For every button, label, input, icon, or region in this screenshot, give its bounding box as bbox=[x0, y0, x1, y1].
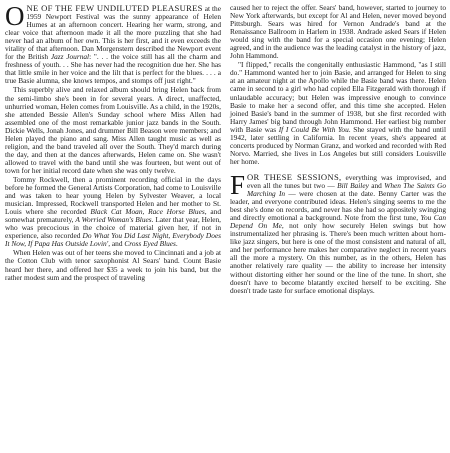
right-column bbox=[230, 4, 446, 453]
louisville-paragraph: This superbly alive and relaxed album should bring Helen back from the semi-limbo she's been in for several years. A direct, unaffected, unhurried woman, Helen comes from Louisville. As a child, in the 1920s, she attended Bessie Allen's Sunday school where Miss Allen had assembled one of the most remarkable junior jazz bands in the South. Dickie Wells, Jonah Jones, and drummer Bill Beason were members; and Helen played the piano and sang. Miss Allen taught music as well as religion, and the band traveled all over the South. They'd march during the day, and then at the dances afterwards, Helen came on. She wasn't allowed to travel with the band until she was fourteen, but went out of town for her initial record date when she was only twelve. bbox=[5, 85, 221, 175]
song-title-cross-eyed: Cross Eyed Blues bbox=[124, 239, 176, 249]
sessions-text-2: and bbox=[368, 180, 385, 190]
rockwell-text-1: Tommy Rockwell, then a prominent recording official in the days before he formed the General Artists Corporation, had come to Louisville and was taken to hear young Helen by Sylvester Weaver, a local musician. Impressed, Rockwell transported Helen and her mother to St. Louis where she recorded bbox=[5, 174, 221, 217]
song-titles-1: Black Cat Moan, Race Horse Blues bbox=[90, 207, 205, 217]
jazz-journal-title: Jazz Journal bbox=[50, 52, 90, 62]
song-titles-2: Do What You Did Last Night, Everybody Does It Now, If Papa Has Outside Lovin' bbox=[5, 231, 221, 249]
sessions-text-4: , not only how securely Helen swings but how instrumentalized her phrasing is. There's been much written about horn-like jazz singers, but here is one of the most consistent and natural of all, and her performance here makes her comparative neglect in recent years all the more a mystery. On this number, as in the others, Helen has another relatively rare quality — the ability to increase her intensity without distorting either her sound or the line of the tune. In short, she doesn't have to become blatantly excited herself to be exciting. She doesn't trade taste for surface emotional displays. bbox=[230, 221, 446, 295]
sears-paragraph: caused her to reject the offer. Sears' band, however, started to journey to New York afterwards, but except for Al and Helen, never moved beyond Pittsburgh. Sears was hired for Vernon Andrade's band at the Renaissance Ballroom in Harlem in 1938. Andrade asked Sears if Helen would sing with the band for a special occasion one evening; Helen agreed, and in the audience was the leading catalyst in the history of jazz, John Hammond. bbox=[230, 3, 446, 61]
left-column bbox=[5, 1, 222, 453]
intro-text-1: at the 1959 Newport Festival was the sunny appearance of Helen Humes at an afternoon concert. Hearing her warm, strong, and clear voice that afternoon made it all the more puzzling that she had never had an album of her own. This is her first, and it even exceeds the vitality of that afternoon. Dan Morgenstern described the Newport event for the British bbox=[5, 4, 221, 62]
rockwell-text-5: . bbox=[175, 239, 178, 249]
drop-cap-o: O bbox=[5, 1, 25, 31]
hammond-text-2: . She stayed with the band until 1942, later settling in California. In recent years, she's appeared at concerts produced by Norman Granz, and worked and recorded with Red Norvo. Married, she lives in Los Angeles but still considers Louisville her home. bbox=[230, 124, 446, 166]
intro-text-2: : ". . . the voice still has all the charm and freshness of youth. . . She has never had the recognition due her. She has that little smile in her voice and the lilt that is perfect for the blues. . . . a true Basie alumna, she knows tempos, and stomps off just right." bbox=[5, 52, 221, 86]
song-title-bill-bailey: Bill Bailey bbox=[337, 180, 369, 190]
intro-paragraph bbox=[5, 1, 221, 86]
lead-in: NE OF THE FEW UNDILUTED PLEASURES bbox=[26, 3, 203, 13]
sessions-paragraph bbox=[230, 169, 446, 295]
song-title-saints: When The Saints Go Marching In bbox=[247, 180, 446, 199]
sessions-text-3: — were chosen at the date. Benny Carter was the leader, and everyone contributed ideas. Helen's singing seems to me the best she's done on records, and never has she had so appositely swinging and directly emotional a background. Note from the first tune, bbox=[230, 189, 446, 223]
rockwell-text-2: , and somewhat prematurely, bbox=[5, 207, 221, 225]
rockwell-text-3: . Later that year, Helen, who was precocious in the choice of material given her, if not in experience, also recorded bbox=[5, 215, 222, 241]
drop-cap-f: F bbox=[230, 169, 246, 200]
song-title-if-i-could: If I Could Be With You bbox=[278, 124, 349, 134]
hammond-paragraph bbox=[230, 61, 446, 166]
rockwell-paragraph bbox=[5, 176, 221, 248]
rockwell-text-4: , and bbox=[108, 239, 125, 249]
sessions-text-1: everything was improvised, and even all the tunes but two — bbox=[247, 172, 446, 190]
song-title-worried: A Worried Woman's Blues bbox=[75, 215, 152, 225]
song-title-depend: You Can Depend On Me bbox=[230, 213, 446, 231]
sessions-lead-in: OR THESE SESSIONS, bbox=[247, 171, 342, 182]
cincinnati-paragraph: When Helen was out of her teens she moved to Cincinnati and a job at the Cotton Club with tenor saxophonist Al Sears' band. Count Basie heard her there, and offered her $35 a week to join his band, but the rather modest sum and the prospect of traveling bbox=[5, 248, 221, 282]
hammond-text-1: "I flipped," recalls the congenitally enthusiastic Hammond, "as I still do." Hammond wanted her to join Basie, and arranged for Helen to sing at an amateur night at the Apollo while the Basie band was there. Helen came in second to a girl who had copied Ella Fitzgerald with thorough if unlaudable accuracy; but Helen was impressive enough to convince Basie to make her a second offer, and this time she accepted. Helen joined Basie's band in the summer of 1938, but she first recorded with Harry James' big band through John Hammond. Her earliest big number with Basie was bbox=[230, 60, 446, 134]
